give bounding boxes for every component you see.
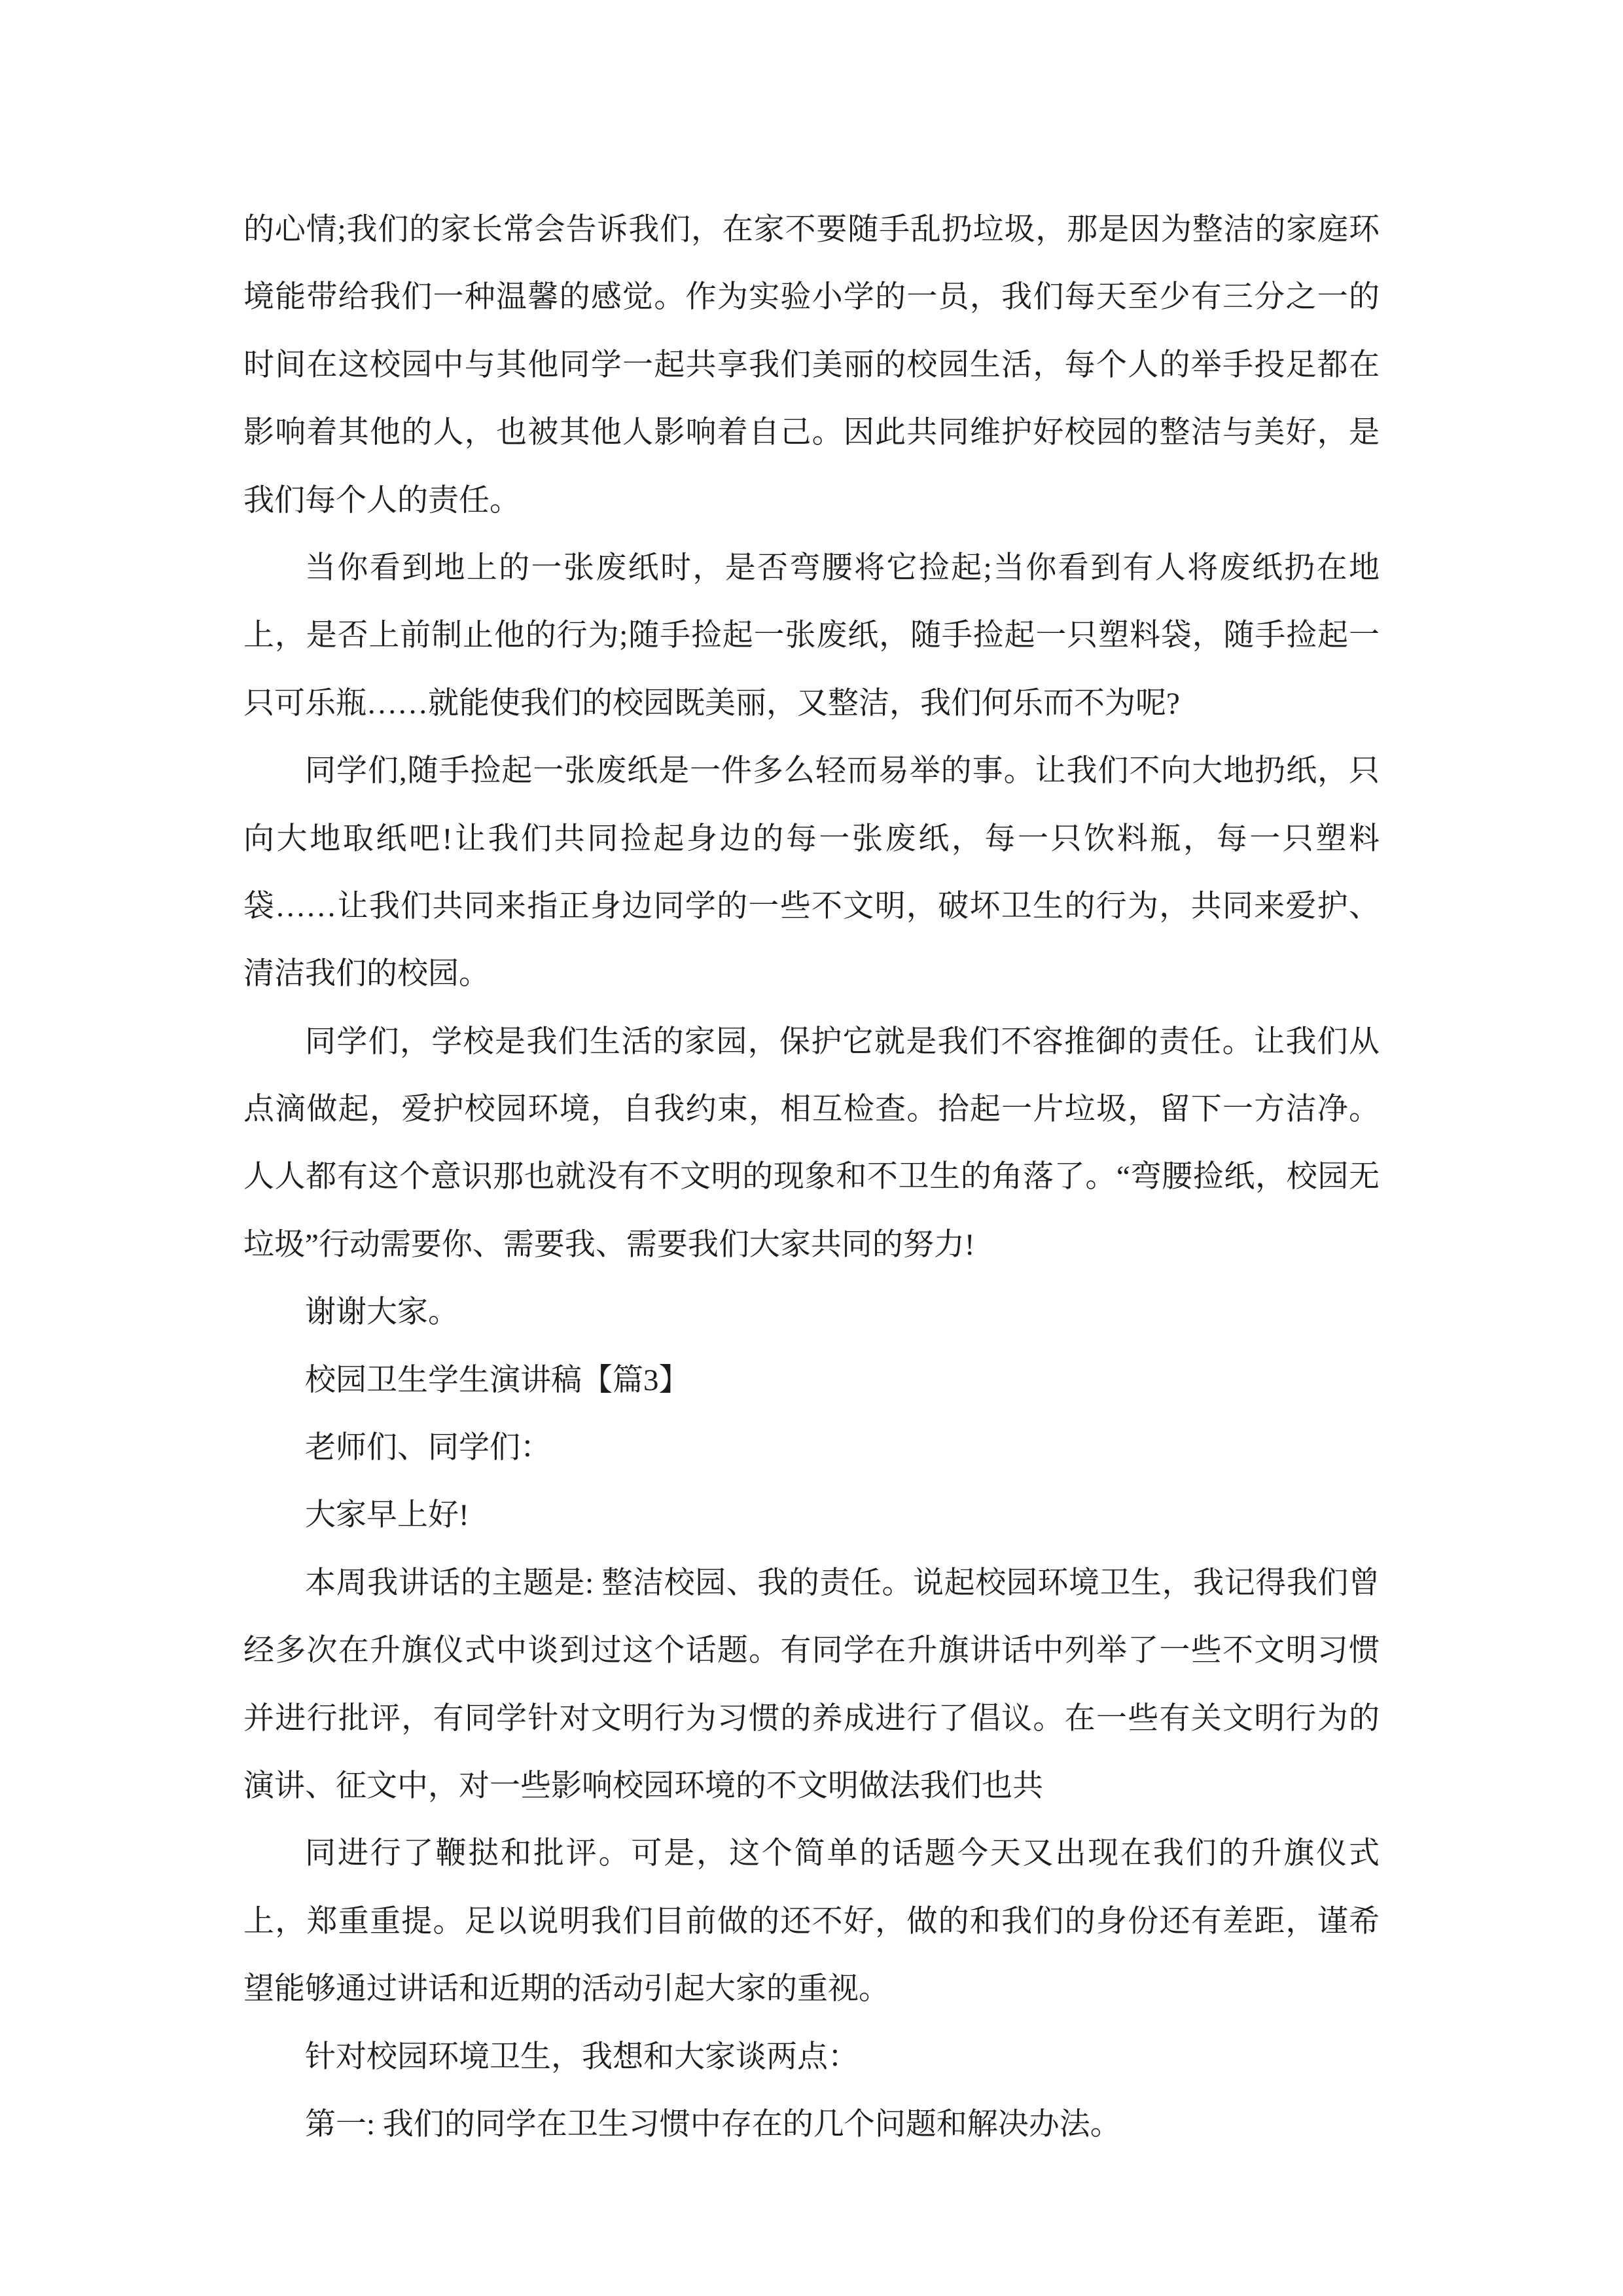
paragraph: 针对校园环境卫生，我想和大家谈两点： — [305, 2039, 859, 2074]
paragraph: 同学们,随手捡起一张废纸是一件多么轻而易举的事。让我们不向大地扔纸，只向大地取纸吧!让我们共同捡起身边的每一张废纸，每一只饮料瓶，每一只塑料袋……让我们共同来指正身边同学的一些不文明，破坏卫生的行为，共同来爱护、清洁我们的校园。 — [243, 754, 1380, 992]
paragraph: 本周我讲话的主题是: 整洁校园、我的责任。说起校园环境卫生，我记得我们曾经多次在升旗仪式中谈到过这个话题。有同学在升旗讲话中列举了一些不文明习惯并进行批评，有同学针对文明行为习惯的养成进行了倡议。在一些有关文明行为的演讲、征文中，对一些影响校园环境的不文明做法我们也共 — [243, 1566, 1380, 1803]
paragraph: 老师们、同学们： — [305, 1431, 551, 1465]
paragraph: 谢谢大家。 — [305, 1295, 459, 1330]
paragraph: 的心情;我们的家长常会告诉我们，在家不要随手乱扔垃圾，那是因为整洁的家庭环境能带给我们一种温馨的感觉。作为实验小学的一员，我们每天至少有三分之一的时间在这校园中与其他同学一起共享我们美丽的校园生活，每个人的举手投足都在影响着其他的人，也被其他人影响着自己。因此共同维护好校园的整洁与美好，是我们每个人的责任。 — [243, 213, 1380, 518]
paragraph: 第一: 我们的同学在卫生习惯中存在的几个问题和解决办法。 — [305, 2107, 1121, 2142]
paragraph: 同学们，学校是我们生活的家园，保护它就是我们不容推御的责任。让我们从点滴做起，爱护校园环境，自我约束，相互检查。拾起一片垃圾，留下一方洁净。人人都有这个意识那也就没有不文明的现象和不卫生的角落了。“弯腰捡纸，校园无垃圾”行动需要你、需要我、需要我们大家共同的努力! — [243, 1024, 1380, 1262]
section-title: 校园卫生学生演讲稿【篇3】 — [305, 1363, 690, 1397]
paragraph: 同进行了鞭挞和批评。可是，这个简单的话题今天又出现在我们的升旗仪式上，郑重重提。足以说明我们目前做的还不好，做的和我们的身份还有差距，谨希望能够通过讲话和近期的活动引起大家的重视。 — [243, 1837, 1380, 2007]
paragraph: 当你看到地上的一张废纸时，是否弯腰将它捡起;当你看到有人将废纸扔在地上，是否上前制止他的行为;随手捡起一张废纸，随手捡起一只塑料袋，随手捡起一只可乐瓶……就能使我们的校园既美丽，又整洁，我们何乐而不为呢? — [243, 550, 1380, 721]
paragraph: 大家早上好! — [305, 1498, 469, 1533]
document-body — [243, 196, 1380, 2159]
